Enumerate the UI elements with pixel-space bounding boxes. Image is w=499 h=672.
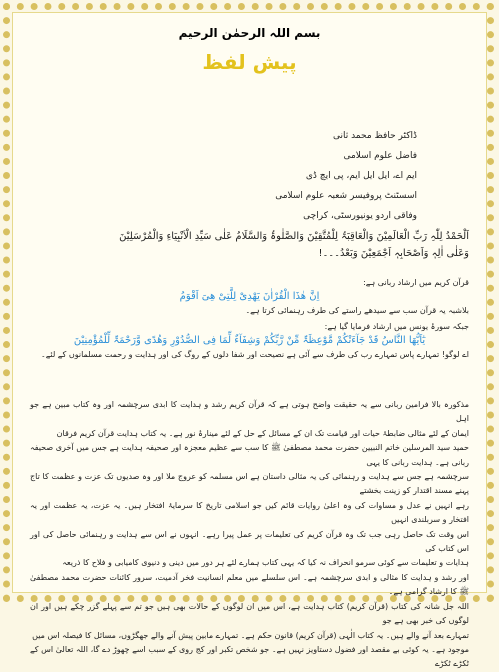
body-paragraph: [26, 398, 473, 672]
author-line-5: وفاقی اردو یونیورسٹی، کراچی: [303, 211, 417, 221]
quote-2-intro: جبکہ سورۂ یونس میں ارشاد فرمایا گیا ہے:: [324, 322, 469, 331]
quote-1-ayah: اِنَّ ھٰذَا الْقُرْاٰنَ یَھْدِیْ لِلَّتِیْ ھِیَ اَقْوَمُ: [179, 291, 320, 302]
body-line: اللہ جل شانہ کی کتاب (قرآن کریم) کتاب ہدایت ہے، اس میں ان لوگوں کے حالات بھی ہیں جو تم سے پہلے گزر چکے ہیں اور ان لوگوں کی خبر بھی ہے جو: [30, 601, 469, 626]
page-title: پیش لفظ: [202, 50, 297, 74]
quote-2-translation: اے لوگو! تمہارے پاس تمہارے رب کی طرف سے آئی ہے نصیحت اور شفا دلوں کے روگ کی اور ہدایت و رحمت مسلمانوں کے لئے۔: [41, 350, 469, 359]
body-line: ایمان کے لئے مثالی ضابطۂ حیات اور قیامت تک ان کے مسائل کے حل کے لئے مینارۂ نور ہے۔ یہ کتاب ہدایت قرآن کریم فرقان: [56, 428, 469, 438]
body-line: موجود ہے۔ یہ کوئی بے مقصد اور فضول دستاویز نہیں ہے۔ جو شخص تکبر اور کج روی کے سبب اسے چھوڑ دے گا، اللہ تعالیٰ اس کے ٹکڑے ٹکڑے: [30, 644, 469, 669]
body-line: رہے انہیں نے عدل و مساوات کی وہ اعلیٰ روایات قائم کیں جو اسلامی تاریخ کا سرمایۂ افتخار ہیں۔ یہ عزت، یہ عظمت اور یہ افتخار و سربلندی انہیں: [30, 500, 469, 525]
body-line: اس وقت تک حاصل رہی جب تک وہ قرآن کریم کی تعلیمات پر عمل پیرا رہے۔ انہوں نے اس سے ہدایت و رہنمائی حاصل کی اور اس کتاب کی: [30, 529, 469, 554]
author-block: [275, 126, 417, 226]
body-line: سرچشمہ ہے جس سے ہدایت و رہنمائی کی یہ مثالی داستان ہے اس مسلمہ کو عروج ملا اور وہ صدیوں تک عزت و عظمت کا تاج پہنے مسند اقتدار کو زینت بخشتے: [30, 472, 469, 496]
document-body: [26, 18, 473, 669]
hamd-block: [26, 228, 473, 262]
body-line: مذکورہ بالا فرامین ربانی سے یہ حقیقت واضح ہوتی ہے کہ قرآن کریم رشد و ہدایت کا ابدی سرچشمہ اور وہ کتاب مبین ہے جو اہل: [30, 400, 469, 424]
quran-quote-1: [26, 276, 473, 318]
quran-quote-2: [26, 320, 473, 362]
quote-1-intro: قرآن کریم میں ارشاد ربانی ہے:: [363, 278, 469, 287]
hamd-line-1: اَلْحَمْدُ لِلّٰہِ رَبِّ الْعَالَمِیْنَ وَالْعَاقِبَۃُ لِلْمُتَّقِیْنَ وَالصَّلٰوۃُ وَالسَّلَامُ عَلٰی سَیِّدِ الْاَنْبِیَاءِ وَالْمُرْسَلِیْنَ: [119, 231, 469, 242]
basmala: بسم اللہ الرحمٰن الرحیم: [178, 26, 321, 40]
quote-1-translation: بلاشبہ یہ قرآن سب سے سیدھے راستے کی طرف رہنمائی کرتا ہے۔: [245, 306, 469, 315]
quote-2-ayah: یٰٓاَیُّھَا النَّاسُ قَدْ جَآءَتْکُمْ مَّوْعِظَۃٌ مِّنْ رَّبِّکُمْ وَشِفَآءٌ لِّمَا فِی الصُّدُوْرِ وَھُدًی وَّرَحْمَۃٌ لِّلْمُؤْمِنِیْنَ: [73, 335, 426, 346]
author-line-4: اسسٹنٹ پروفیسر شعبہ علوم اسلامی: [275, 191, 417, 201]
hamd-line-2: وَعَلٰی اٰلِہٖ وَاَصْحَابِہٖ اَجْمَعِیْنَ وَبَعْدُ۔۔۔!: [318, 248, 469, 259]
body-line: اور رشد و ہدایت کا مثالی و ابدی سرچشمہ ہے۔ اس سلسلے میں معلم انسانیت فخر آدمیت، سرور کائنات حضرت محمد مصطفیٰ ﷺ کا ارشاد گرامی ہے۔: [30, 572, 469, 597]
body-line: تمہارے بعد آنے والے ہیں۔ یہ کتاب الٰہی (قرآن کریم) قانون حکم ہے۔ تمہارے مابین پیش آنے والے جھگڑوں، مسائل کا فیصلہ اس میں: [32, 630, 469, 640]
author-line-2: فاضل علوم اسلامی: [343, 151, 417, 161]
body-line: حمید سید المرسلین خاتم النبیین حضرت محمد مصطفیٰ ﷺ کا سب سے عظیم معجزہ اور صحیفہ ہدایت ہے جس میں آخری صحیفہ ربانی ہے۔ ہدایت ربانی کا یہی: [30, 443, 469, 467]
author-line-3: ایم اے، ایل ایل ایم، پی ایچ ڈی: [305, 171, 417, 181]
author-name: ڈاکٹر حافظ محمد ثانی: [332, 131, 417, 141]
body-line: ہدایات و تعلیمات سے کوئی سرمو انحراف نہ کیا کہ یہی کتاب ہمارے لئے ہر دور میں دینی و دنیوی کامیابی و فلاح کا ذریعہ: [62, 558, 469, 568]
